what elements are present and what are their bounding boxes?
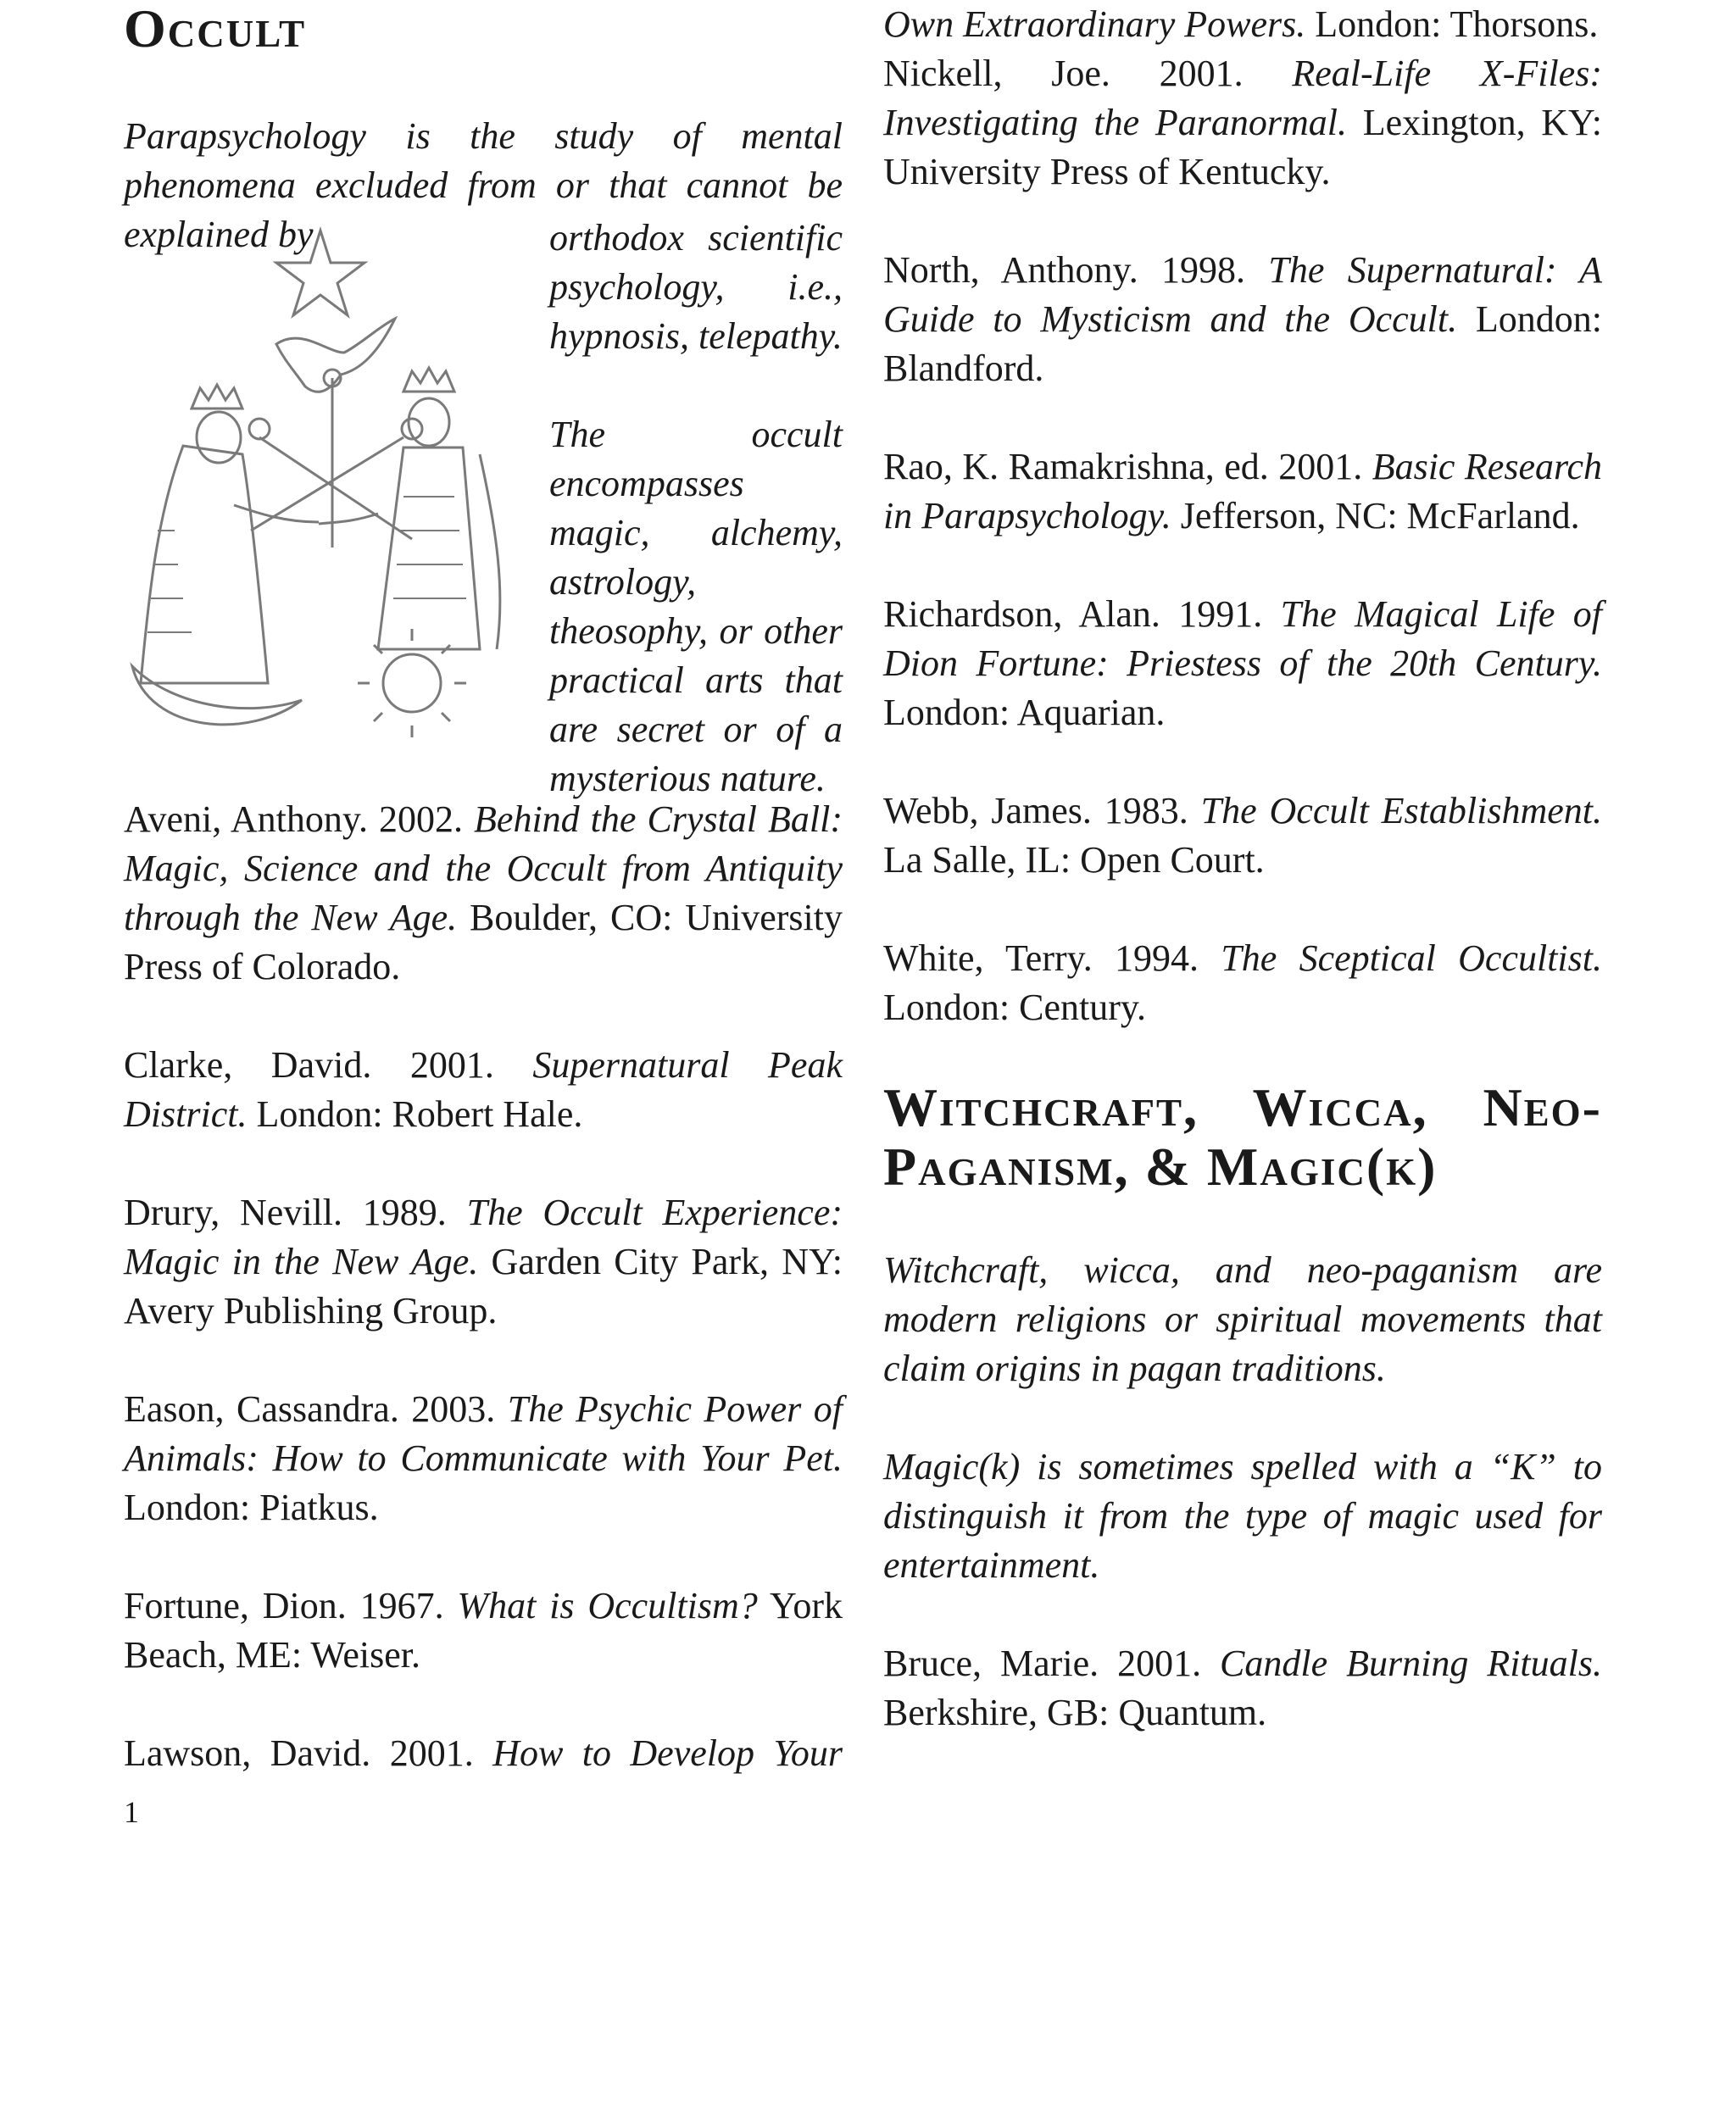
side-note-occult-definition: The occult encompasses magic, alchemy, astrology, theosophy, or other practical arts that are secret or of a mysterious nature.: [549, 414, 843, 799]
section-heading-occult: Occult: [124, 0, 307, 58]
reference-entry: Aveni, Anthony. 2002. Behind the Crystal Ball: Magic, Science and the Occult from Antiquity through the New Age. Boulder, CO: University Press of Colorado.: [124, 798, 843, 987]
occult-intro: Parapsychology is the study of mental phenomena excluded from or that cannot be explained by: [124, 115, 843, 255]
magick-note: Magic(k) is sometimes spelled with a “K” to distinguish it from the type of magic used for entertainment.: [883, 1446, 1602, 1586]
witchcraft-section: [883, 1246, 1602, 1737]
section-heading-witchcraft: Witchcraft, Wicca, Neo-Paganism, & Magic(k): [883, 1077, 1602, 1197]
alchemical-woodcut-icon: [124, 225, 517, 739]
reference-continuation: Own Extraordinary Powers. London: Thorsons.: [883, 3, 1599, 45]
reference-entry: Drury, Nevill. 1989. The Occult Experience: Magic in the New Age. Garden City Park, NY: Avery Publishing Group.: [124, 1192, 843, 1331]
side-notes: [549, 214, 843, 803]
witchcraft-intro: Witchcraft, wicca, and neo-paganism are modern religions or spiritual movements that claim origins in pagan traditions.: [883, 1249, 1602, 1389]
reference-entry: Fortune, Dion. 1967. What is Occultism? York Beach, ME: Weiser.: [124, 1585, 843, 1676]
side-note-parapsychology: orthodox scientific psychology, i.e., hypnosis, telepathy.: [549, 217, 843, 357]
reference-entry: North, Anthony. 1998. The Supernatural: A Guide to Mysticism and the Occult. London: Blandford.: [883, 249, 1602, 389]
reference-list-left: [124, 795, 843, 1778]
woodcut-illustration: [124, 225, 517, 739]
reference-entry: White, Terry. 1994. The Sceptical Occultist. London: Century.: [883, 937, 1602, 1028]
reference-entry: Richardson, Alan. 1991. The Magical Life of Dion Fortune: Priestess of the 20th Century. London: Aquarian.: [883, 593, 1602, 733]
reference-entry: Rao, K. Ramakrishna, ed. 2001. Basic Research in Parapsychology. Jefferson, NC: McFarland.: [883, 446, 1602, 536]
reference-entry: Eason, Cassandra. 2003. The Psychic Power of Animals: How to Communicate with Your Pet. London: Piatkus.: [124, 1388, 843, 1528]
reference-entry: Lawson, David. 2001. How to Develop Your: [124, 1732, 843, 1774]
reference-entry: Clarke, David. 2001. Supernatural Peak District. London: Robert Hale.: [124, 1044, 843, 1135]
reference-list-right: [883, 0, 1602, 1032]
reference-entry: Webb, James. 1983. The Occult Establishment. La Salle, IL: Open Court.: [883, 790, 1602, 881]
reference-entry: Bruce, Marie. 2001. Candle Burning Rituals. Berkshire, GB: Quantum.: [883, 1643, 1602, 1733]
page-number: 1: [124, 1795, 139, 1829]
reference-entry: Nickell, Joe. 2001. Real-Life X-Files: Investigating the Paranormal. Lexington, KY: University Press of Kentucky.: [883, 53, 1603, 192]
